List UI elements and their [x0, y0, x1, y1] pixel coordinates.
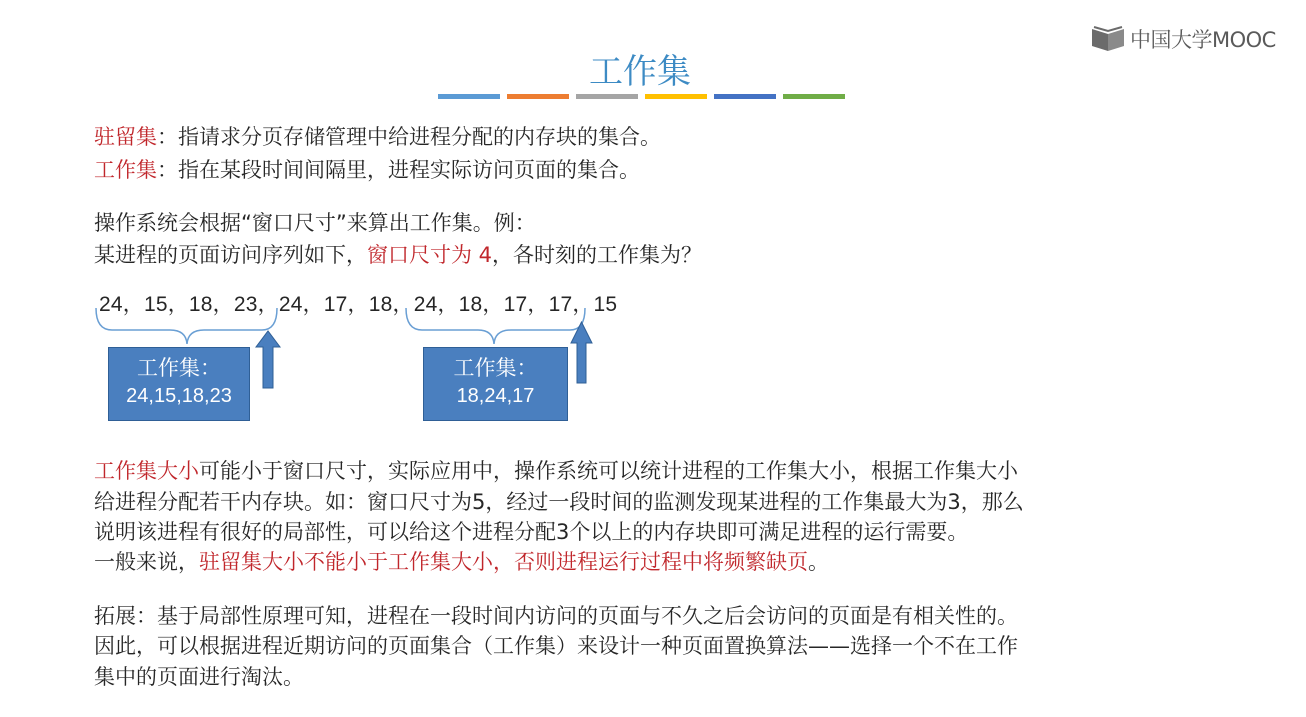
box-label: 工作集： [137, 356, 221, 380]
extension-line: 拓展：基于局部性原理可知，进程在一段时间内访问的页面与不久之后会访问的页面是有相关性的。 [94, 604, 1018, 628]
paragraph-line [94, 547, 829, 577]
paragraph-line: 说明该进程有很好的局部性，可以给这个进程分配3个以上的内存块即可满足进程的运行需要。 [94, 520, 969, 544]
resident-set-text: ：指请求分页存储管理中给进程分配的内存块的集合。 [157, 125, 661, 149]
brace-left [96, 308, 277, 344]
box-label: 工作集： [453, 356, 538, 380]
resident-set-term: 驻留集 [94, 125, 157, 149]
brace-right [406, 308, 585, 344]
question-suffix: ，各时刻的工作集为？ [492, 243, 703, 267]
page-title: 工作集 [589, 52, 691, 92]
paragraph-text: 一般来说， [94, 550, 199, 574]
working-set-text: ：指在某段时间间隔里，进程实际访问页面的集合。 [157, 158, 640, 182]
page-access-sequence: 24，15，18，23，24，17，18，24，18，17，17，15 [99, 293, 618, 316]
extension-line: 集中的页面进行淘汰。 [94, 665, 304, 689]
working-set-term: 工作集 [94, 158, 157, 182]
up-arrow-icon [256, 331, 280, 388]
working-set-box-2 [423, 347, 568, 421]
box-values: 24,15,18,23 [126, 385, 232, 407]
working-set-box-1 [108, 347, 250, 421]
window-size-text: 窗口尺寸为 4 [367, 243, 493, 267]
question-prefix: 某进程的页面访问序列如下， [94, 243, 367, 267]
paragraph-text: 可能小于窗口尺寸，实际应用中，操作系统可以统计进程的工作集大小，根据工作集大小 [199, 459, 1018, 483]
example-intro: 操作系统会根据“窗口尺寸”来算出工作集。例： [94, 211, 536, 235]
paragraph-text: 。 [808, 550, 829, 574]
emphasis-text: 驻留集大小不能小于工作集大小，否则进程运行过程中将频繁缺页 [199, 550, 808, 574]
paragraph-line [94, 456, 1018, 486]
paragraph-line: 给进程分配若干内存块。如：窗口尺寸为5，经过一段时间的监测发现某进程的工作集最大为3，那么 [94, 490, 1024, 514]
box-values: 18,24,17 [456, 385, 535, 407]
up-arrow-icon [571, 322, 592, 383]
extension-line: 因此，可以根据进程近期访问的页面集合（工作集）来设计一种页面置换算法——选择一个不在工作 [94, 634, 1018, 658]
working-set-size-term: 工作集大小 [94, 459, 199, 483]
logo-text: 中国大学MOOC [1130, 28, 1276, 52]
